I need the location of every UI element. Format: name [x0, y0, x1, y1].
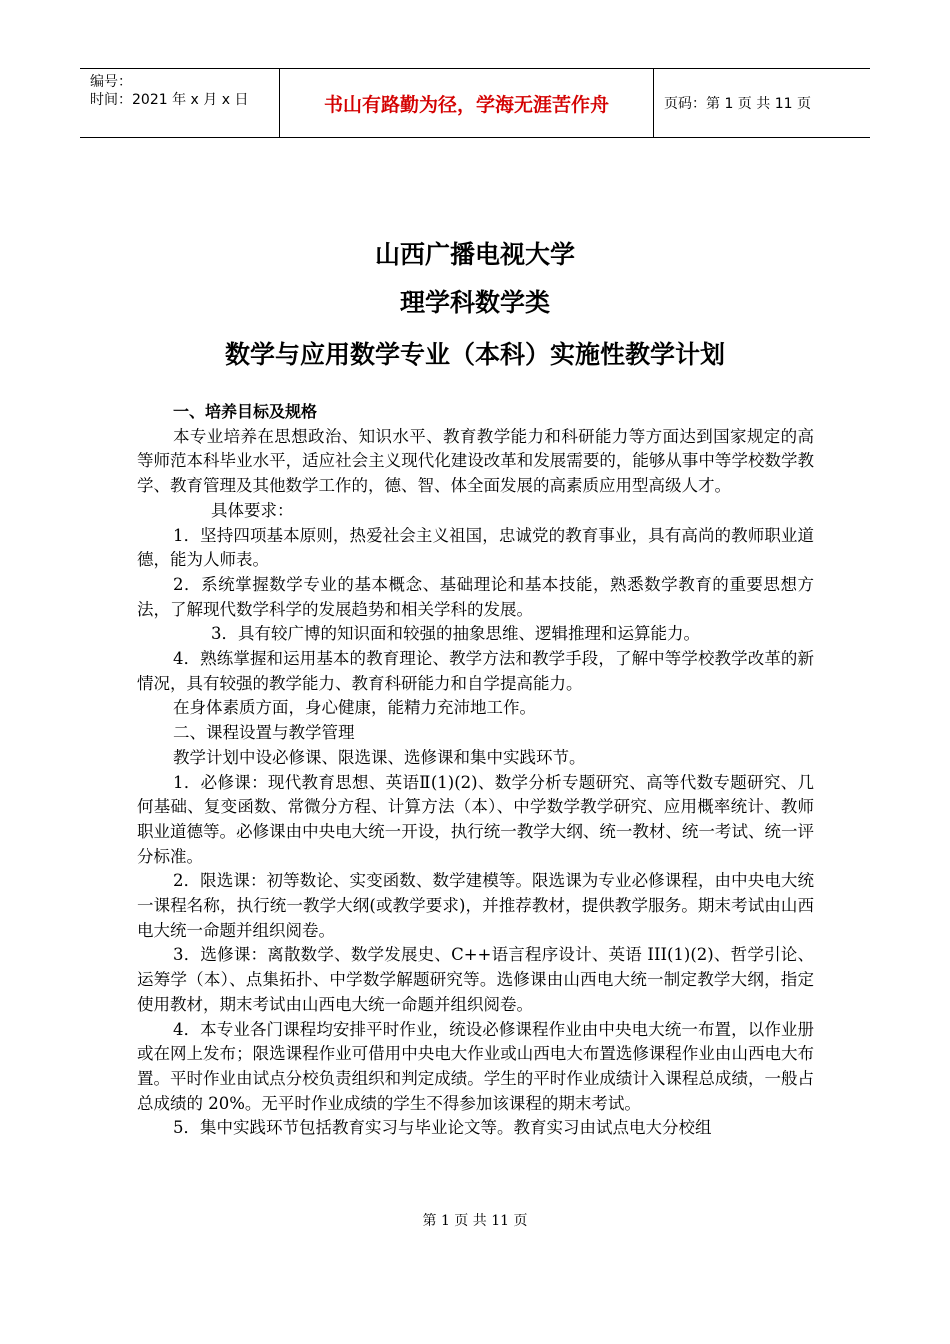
title-discipline: 理学科数学类 [399, 288, 550, 317]
time-label: 时间：2021 年 x 月 x 日 [90, 92, 249, 108]
paragraph: 1．坚持四项基本原则，热爱社会主义祖国，忠诚党的教育事业，具有高尚的教师职业道德，能为人师表。 [137, 525, 814, 570]
paragraph: 本专业培养在思想政治、知识水平、教育教学能力和科研能力等方面达到国家规定的高等师范本科毕业水平，适应社会主义现代化建设改革和发展需要的，能够从事中等学校数学教学、教育管理及其他数学工作的，德、智、体全面发展的高素质应用型高级人才。 [137, 426, 814, 496]
paragraph: 具体要求： [211, 500, 294, 520]
document-body [137, 400, 814, 1141]
document-header [80, 68, 870, 138]
header-motto: 书山有路勤为径，学海无涯苦作舟 [280, 69, 654, 137]
paragraph: 3．选修课：离散数学、数学发展史、C++语言程序设计、英语 III(1)(2)、哲学引论、运筹学（本）、点集拓扑、中学数学解题研究等。选修课由山西电大统一制定教学大纲，指定使用教材，期末考试由山西电大统一命题并组织阅卷。 [137, 945, 814, 1014]
paragraph: 1．必修课：现代教育思想、英语Ⅱ(1)(2)、数学分析专题研究、高等代数专题研究、几何基础、复变函数、常微分方程、计算方法（本）、中学数学教学研究、应用概率统计、教师职业道德等。必修课由中央电大统一开设，执行统一教学大纲、统一教材、统一考试、统一评分标准。 [137, 772, 814, 866]
paragraph: 4．本专业各门课程均安排平时作业，统设必修课程作业由中央电大统一布置，以作业册或在网上发布；限选课程作业可借用中央电大作业或山西电大布置选修课程作业由山西电大布置。平时作业由试点分校负责组织和判定成绩。学生的平时作业成绩计入课程总成绩，一般占总成绩的 20%。无平时作业成绩的学生不得参加该课程的期末考试。 [137, 1019, 814, 1113]
paragraph: 2．限选课：初等数论、实变函数、数学建模等。限选课为专业必修课程，由中央电大统一课程名称，执行统一教学大纲(或教学要求)，并推荐教材，提供教学服务。期末考试由山西电大统一命题并组织阅卷。 [137, 871, 814, 940]
header-page-info: 页码：第 1 页 共 11 页 [664, 96, 811, 112]
paragraph: 在身体素质方面，身心健康，能精力充沛地工作。 [173, 698, 536, 718]
section-heading-2: 二、课程设置与教学管理 [173, 723, 355, 743]
title-university: 山西广播电视大学 [374, 240, 575, 269]
section-heading-1: 一、培养目标及规格 [173, 402, 318, 421]
paragraph: 4．熟练掌握和运用基本的教育理论、教学方法和教学手段，了解中等学校教学改革的新情况，具有较强的教学能力、教育科研能力和自学提高能力。 [137, 649, 814, 693]
paragraph: 5．集中实践环节包括教育实习与毕业论文等。教育实习由试点电大分校组 [173, 1118, 712, 1138]
page-footer: 第 1 页 共 11 页 [422, 1213, 528, 1229]
title-plan: 数学与应用数学专业（本科）实施性教学计划 [224, 340, 725, 369]
header-meta [80, 69, 280, 137]
paragraph: 教学计划中设必修课、限选课、选修课和集中实践环节。 [173, 747, 586, 767]
paragraph: 2．系统掌握数学专业的基本概念、基础理论和基本技能，熟悉数学教育的重要思想方法，了解现代数学科学的发展趋势和相关学科的发展。 [137, 574, 814, 619]
serial-label: 编号： [90, 74, 132, 90]
paragraph: 3．具有较广博的知识面和较强的抽象思维、逻辑推理和运算能力。 [211, 624, 700, 644]
